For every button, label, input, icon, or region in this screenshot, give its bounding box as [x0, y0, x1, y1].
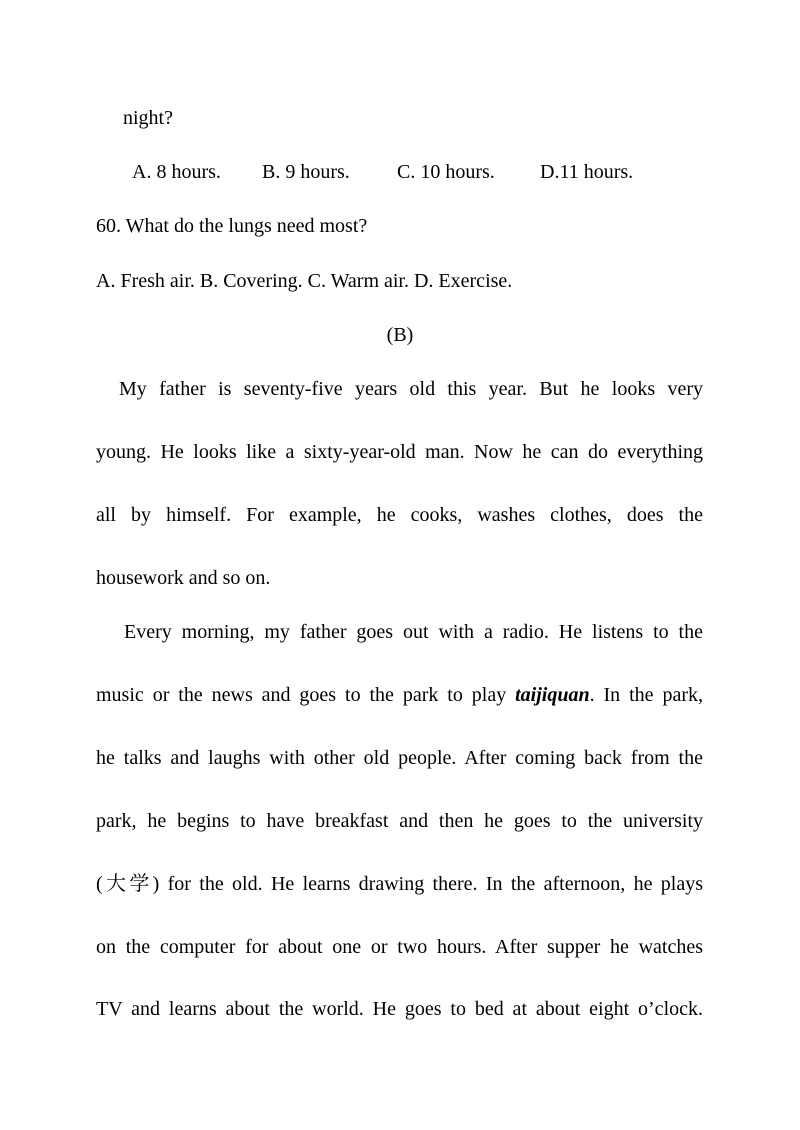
- passage-p2-line-2-after: . In the park,: [589, 684, 703, 706]
- passage-p2-line-7: TV and learns about the world. He goes to bed at about eight o’clock.: [96, 998, 703, 1020]
- q59-continuation: night?: [123, 107, 173, 129]
- section-label: (B): [386, 324, 414, 346]
- passage-p2-line-5: (大学) for the old. He learns drawing there. In the afternoon, he plays: [96, 873, 703, 895]
- passage-p1-line-1: My father is seventy-five years old this year. But he looks very: [119, 378, 703, 400]
- q59-option-d: D.11 hours.: [540, 161, 634, 183]
- passage-p1-line-4: housework and so on.: [96, 567, 271, 589]
- passage-p2-line-3: he talks and laughs with other old people. After coming back from the: [96, 747, 703, 769]
- q60-question: 60. What do the lungs need most?: [96, 215, 368, 237]
- passage-p2-line-1: Every morning, my father goes out with a radio. He listens to the: [124, 621, 703, 643]
- passage-p2-line-2-before: music or the news and goes to the park to play: [96, 684, 516, 706]
- q59-option-c: C. 10 hours.: [397, 161, 495, 183]
- q60-options: A. Fresh air. B. Covering. C. Warm air. D. Exercise.: [96, 270, 513, 292]
- passage-p1-line-2: young. He looks like a sixty-year-old man. Now he can do everything: [96, 441, 703, 463]
- passage-p1-line-3: all by himself. For example, he cooks, washes clothes, does the: [96, 504, 703, 526]
- passage-term-taijiquan: taijiquan: [515, 684, 590, 706]
- q59-option-a: A. 8 hours.: [132, 161, 221, 183]
- passage-p2-line-4: park, he begins to have breakfast and then he goes to the university: [96, 810, 703, 832]
- passage-p2-line-2: [96, 685, 703, 705]
- passage-p2-line-6: on the computer for about one or two hours. After supper he watches: [96, 936, 703, 958]
- q59-option-b: B. 9 hours.: [262, 161, 350, 183]
